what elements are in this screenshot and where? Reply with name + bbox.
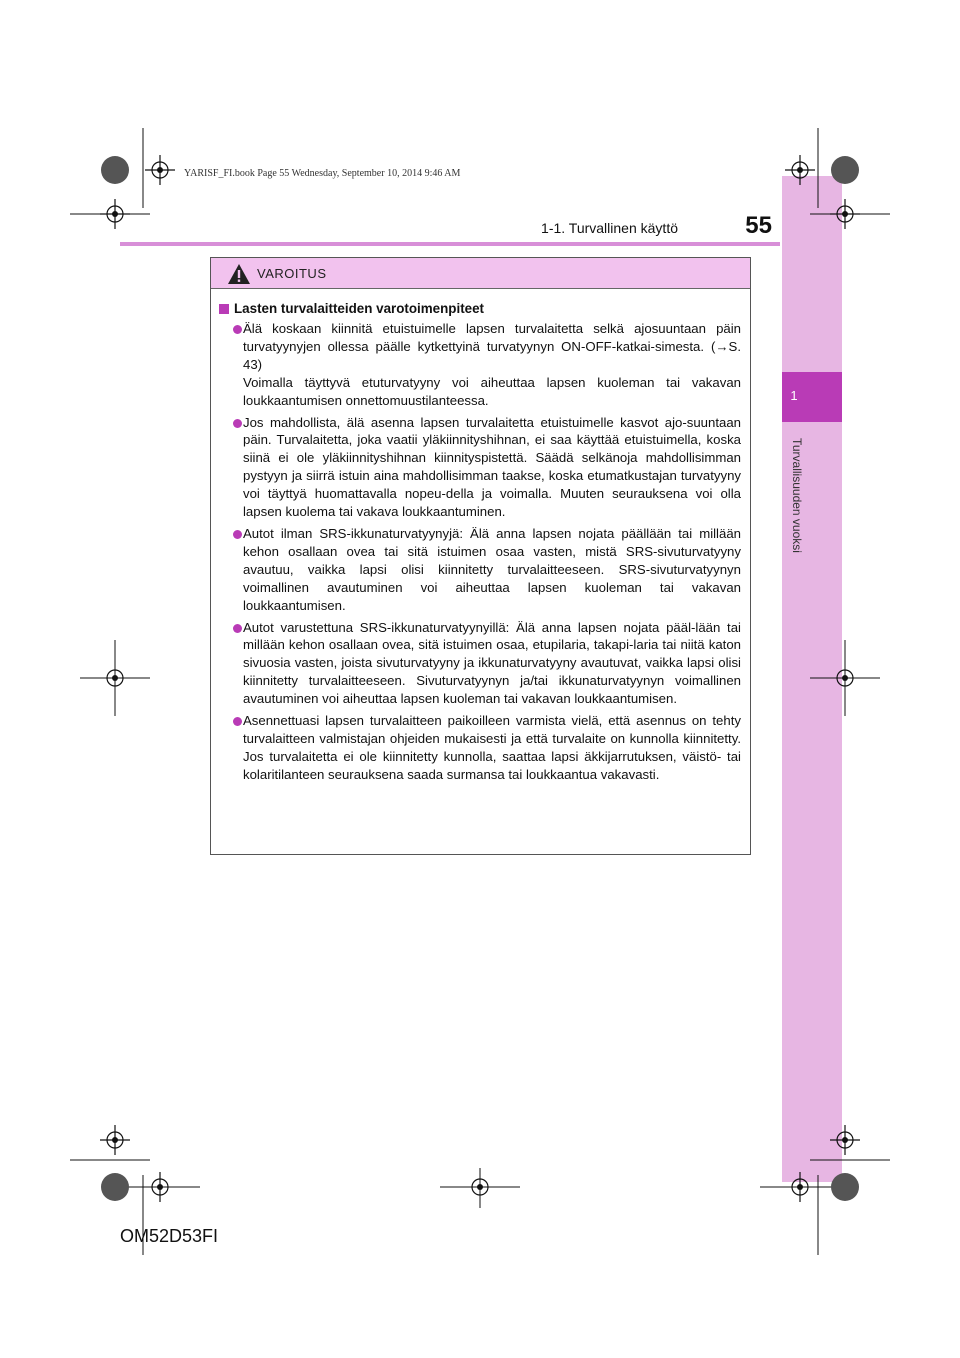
warning-content <box>211 289 750 784</box>
target-mark <box>152 162 168 178</box>
target-mark <box>107 1132 123 1148</box>
chapter-title: Turvallisuuden vuoksi <box>790 438 804 553</box>
bullet-icon <box>233 717 242 726</box>
warning-subheading <box>219 301 741 316</box>
header-rule <box>120 242 780 246</box>
list-item-text: Älä koskaan kiinnitä etuistuimelle lapsen turvalaitetta selkä ajosuuntaan päin turvatyynyjen ollessa päälle kytkettyinä turvatyynyn ON-OFF-katkai-simesta. (→S. 43) Voimalla täyttyvä etuturvatyyny voi aiheuttaa lapsen kuoleman tai vakavan loukkaantumisen onnettomuustilanteessa. <box>243 321 741 408</box>
square-bullet-icon <box>219 304 229 314</box>
list-item <box>219 525 741 615</box>
list-item-text: Autot varustettuna SRS-ikkunaturvatyynyillä: Älä anna lapsen nojata pääl-lään tai millään kehon osallaan ovea, sitä istuimen osaa, etupilaria, takapi-laria tai niitä katon sivuosia vasten, joista sivuturvatyyny ja ikkunaturvatyyny avautuvat, vaikka lapsi olisi kiinnitetty turvalaitteeseen. Sivuturvatyynyn ja/tai ikkunaturvatyynyn voimallinen avautuminen voi aiheuttaa lapsen kuoleman tai vakavan loukkaantumisen. <box>243 619 741 707</box>
chapter-number: 1 <box>790 388 798 403</box>
list-item <box>219 712 741 784</box>
bullet-icon <box>233 530 242 539</box>
bullet-icon <box>233 419 242 428</box>
page-number: 55 <box>745 212 772 239</box>
bullet-icon <box>233 325 242 334</box>
list-item-text: Autot ilman SRS-ikkunaturvatyynyjä: Älä anna lapsen nojata päällään tai millään kehon osallaan ovea tai sitä istuimen osaa vasten, mistä SRS-sivuturvatyyny avautuu, vaikka lapsi olisi kiinnitetty turvalaitteeseen. SRS-sivuturvatyynyn voimallinen avautuminen voi aiheuttaa lapsen kuoleman tai vakavan loukkaantumisen. <box>243 525 741 613</box>
document-code: OM52D53FI <box>120 1226 219 1246</box>
target-mark <box>472 1179 488 1195</box>
target-mark <box>152 1179 168 1195</box>
warning-title: VAROITUS <box>257 266 327 281</box>
list-item <box>219 320 741 410</box>
section-title: 1-1. Turvallinen käyttö <box>541 220 678 236</box>
chapter-side-tab <box>782 176 842 1182</box>
list-item-text: Jos mahdollista, älä asenna lapsen turvalaitetta etuistuimelle kasvot ajo-suuntaan päin. Turvalaitetta, joka vaatii yläkiinnityshihnan, ei saa käyttää etuistuimella, koska siinä ei ole yläkiinnityshihnan kiinnityspistettä. Säädä selkänoja mahdollisimman pystyyn ja siirrä istuin aina mahdollisimman taakse, koska etumatkustajan turvatyyny voi täyttyä huomattavalla nopeu-della ja voimalla. Muuten seurauksena voi olla lapsen kuolema tai vakava loukkaantuminen. <box>243 414 741 520</box>
subheading-text: Lasten turvalaitteiden varotoimenpiteet <box>234 301 485 316</box>
page-header <box>120 212 780 242</box>
print-header: YARISF_FI.book Page 55 Wednesday, September 10, 2014 9:46 AM <box>184 168 461 179</box>
warning-triangle-icon <box>227 263 251 285</box>
list-item-text: Asennettuasi lapsen turvalaitteen paikoilleen varmista vielä, että asennus on tehty turvalaitteen valmistajan ohjeiden mukaisesti ja että turvalaite on kunnolla kiinnitetty. Jos turvalaitetta ei ole kiinnitetty kunnolla, saattaa lapsi äkkijarrutuksen, väistö- tai kolaritilanteen seurauksena saada surmansa tai loukkaantua vakavasti. <box>243 713 741 782</box>
list-item <box>219 619 741 709</box>
target-mark <box>107 670 123 686</box>
warning-box <box>210 257 751 855</box>
list-item <box>219 414 741 521</box>
warning-header <box>211 258 750 289</box>
bullet-icon <box>233 624 242 633</box>
